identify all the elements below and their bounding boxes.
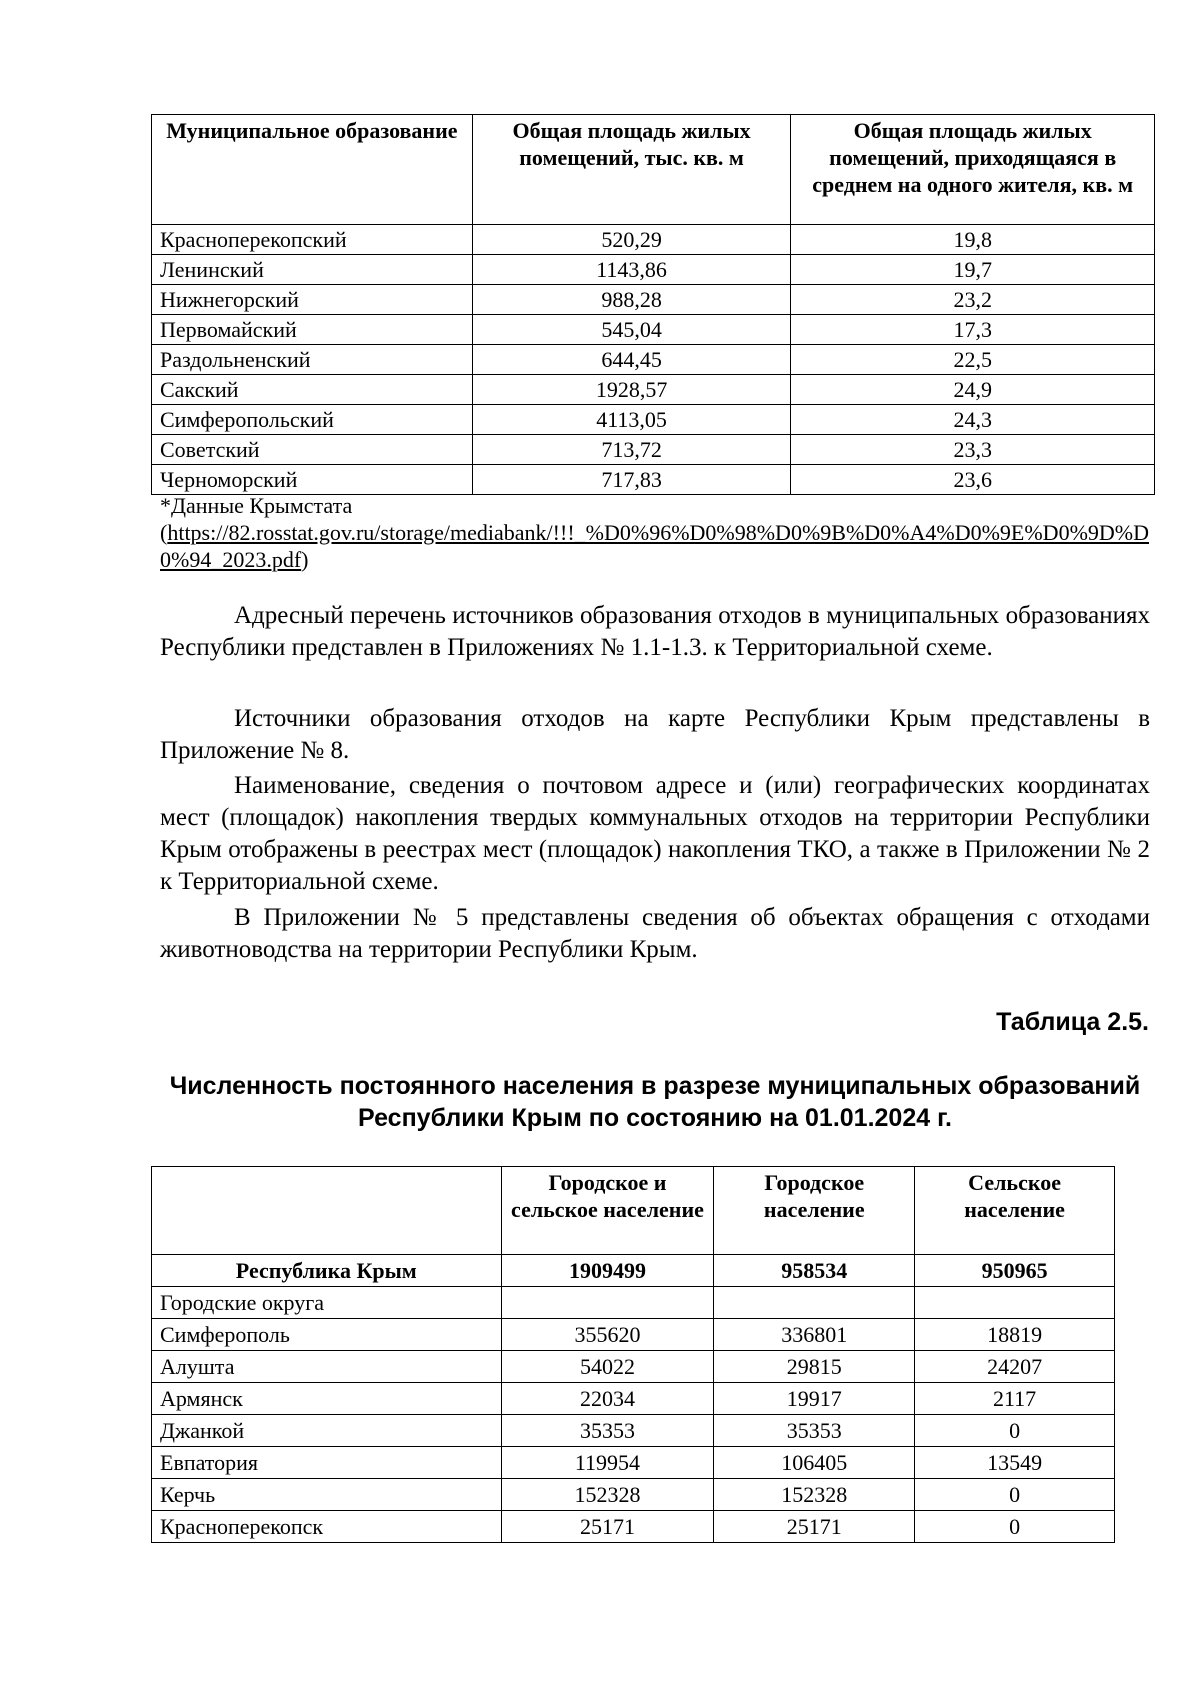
source-link[interactable]: https://82.rosstat.gov.ru/storage/mediabank/!!!_%D0%96%D0%98%D0%9B%D0%A4%D0%9E%D0%9D%D0%94_2023.pdf: [160, 520, 1149, 572]
table-row: [152, 435, 1155, 465]
paragraph-text: Адресный перечень источников образования отходов в муниципальных образованиях Республики представлен в Приложениях № 1.1-1.3. к Территориальной схеме.: [160, 602, 1150, 661]
table-row: [152, 225, 1155, 255]
cell-rural-population: 2117: [915, 1383, 1115, 1415]
paragraph: [160, 902, 1150, 966]
source-note-link-line: [160, 519, 1150, 573]
table-row: [152, 345, 1155, 375]
cell-area-per-resident: 19,7: [791, 255, 1155, 285]
cell-total-population: 1909499: [501, 1255, 714, 1287]
paragraph: [160, 703, 1150, 767]
cell-municipality: Нижнегорский: [152, 285, 473, 315]
table-row: [152, 375, 1155, 405]
cell-rural-population: 0: [915, 1479, 1115, 1511]
cell-total-population: 152328: [501, 1479, 714, 1511]
cell-total-area: 644,45: [472, 345, 791, 375]
cell-area-per-resident: 24,3: [791, 405, 1155, 435]
table-row: [152, 1447, 1115, 1479]
cell-municipality: Ленинский: [152, 255, 473, 285]
cell-region: Красноперекопск: [152, 1511, 502, 1543]
cell-total-population: 54022: [501, 1351, 714, 1383]
cell-total-population: [501, 1287, 714, 1319]
cell-urban-population: 336801: [714, 1319, 915, 1351]
cell-total-population: 25171: [501, 1511, 714, 1543]
cell-total-area: 713,72: [472, 435, 791, 465]
column-header: Городское и сельское население: [501, 1167, 714, 1255]
cell-urban-population: 25171: [714, 1511, 915, 1543]
cell-urban-population: 106405: [714, 1447, 915, 1479]
cell-rural-population: 13549: [915, 1447, 1115, 1479]
cell-municipality: Симферопольский: [152, 405, 473, 435]
column-header: Муниципальное образование: [152, 115, 473, 225]
table-row: [152, 255, 1155, 285]
source-note: [160, 492, 1150, 573]
cell-urban-population: 29815: [714, 1351, 915, 1383]
column-header: [152, 1167, 502, 1255]
cell-rural-population: 24207: [915, 1351, 1115, 1383]
cell-total-area: 520,29: [472, 225, 791, 255]
column-header: Городское население: [714, 1167, 915, 1255]
source-note-label: *Данные Крымстата: [160, 493, 353, 518]
cell-municipality: Советский: [152, 435, 473, 465]
table-total-row: [152, 1255, 1115, 1287]
table-title: Численность постоянного населения в разрезе муниципальных образований Республики Крым по состоянию на 01.01.2024 г.: [169, 1072, 1141, 1132]
table-row: [152, 465, 1155, 495]
table-header-row: [152, 115, 1155, 225]
table-row: [152, 1319, 1115, 1351]
table-row: [152, 1511, 1115, 1543]
cell-municipality: Сакский: [152, 375, 473, 405]
cell-rural-population: 950965: [915, 1255, 1115, 1287]
table-row: [152, 1383, 1115, 1415]
cell-municipality: Раздольненский: [152, 345, 473, 375]
cell-region: Керчь: [152, 1479, 502, 1511]
table-row: [152, 285, 1155, 315]
cell-total-population: 355620: [501, 1319, 714, 1351]
table-row: [152, 1287, 1115, 1319]
cell-total-area: 717,83: [472, 465, 791, 495]
cell-area-per-resident: 19,8: [791, 225, 1155, 255]
cell-area-per-resident: 24,9: [791, 375, 1155, 405]
cell-total-area: 988,28: [472, 285, 791, 315]
table-header-row: [152, 1167, 1115, 1255]
paragraph: [160, 770, 1150, 898]
cell-region: Республика Крым: [152, 1255, 502, 1287]
cell-region: Алушта: [152, 1351, 502, 1383]
cell-urban-population: 152328: [714, 1479, 915, 1511]
cell-total-population: 119954: [501, 1447, 714, 1479]
table-row: [152, 1415, 1115, 1447]
cell-rural-population: [915, 1287, 1115, 1319]
cell-urban-population: 35353: [714, 1415, 915, 1447]
cell-municipality: Первомайский: [152, 315, 473, 345]
column-header: Общая площадь жилых помещений, тыс. кв. м: [472, 115, 791, 225]
cell-total-area: 4113,05: [472, 405, 791, 435]
cell-region: Джанкой: [152, 1415, 502, 1447]
cell-rural-population: 0: [915, 1415, 1115, 1447]
column-header: Сельское население: [915, 1167, 1115, 1255]
cell-urban-population: [714, 1287, 915, 1319]
cell-area-per-resident: 23,2: [791, 285, 1155, 315]
table-row: [152, 405, 1155, 435]
cell-area-per-resident: 22,5: [791, 345, 1155, 375]
population-table: [151, 1166, 1115, 1543]
table-row: [152, 1479, 1115, 1511]
table-number-label: Таблица 2.5.: [996, 1008, 1149, 1036]
cell-municipality: Красноперекопский: [152, 225, 473, 255]
paragraph: [160, 600, 1150, 664]
cell-rural-population: 18819: [915, 1319, 1115, 1351]
paragraph-text: Наименование, сведения о почтовом адресе и (или) географических координатах мест (площадок) накопления твердых коммунальных отходов на территории Республики Крым отображены в реестрах мест (площадок) накопления ТКО, а также в Приложении № 2 к Территориальной схеме.: [160, 772, 1150, 895]
table-row: [152, 315, 1155, 345]
paragraph-text: Источники образования отходов на карте Республики Крым представлены в Приложение № 8.: [160, 705, 1150, 764]
cell-municipality: Черноморский: [152, 465, 473, 495]
cell-total-area: 1143,86: [472, 255, 791, 285]
cell-total-population: 35353: [501, 1415, 714, 1447]
cell-area-per-resident: 23,6: [791, 465, 1155, 495]
table-row: [152, 1351, 1115, 1383]
housing-area-table: [151, 114, 1155, 495]
cell-total-area: 545,04: [472, 315, 791, 345]
cell-area-per-resident: 23,3: [791, 435, 1155, 465]
cell-total-population: 22034: [501, 1383, 714, 1415]
cell-total-area: 1928,57: [472, 375, 791, 405]
cell-area-per-resident: 17,3: [791, 315, 1155, 345]
column-header: Общая площадь жилых помещений, приходящаяся в среднем на одного жителя, кв. м: [791, 115, 1155, 225]
cell-region: Симферополь: [152, 1319, 502, 1351]
paragraph-text: В Приложении № 5 представлены сведения об объектах обращения с отходами животноводства на территории Республики Крым.: [160, 904, 1150, 963]
cell-urban-population: 19917: [714, 1383, 915, 1415]
cell-region: Армянск: [152, 1383, 502, 1415]
cell-region: Евпатория: [152, 1447, 502, 1479]
cell-rural-population: 0: [915, 1511, 1115, 1543]
paren-close: ): [301, 547, 309, 572]
cell-urban-population: 958534: [714, 1255, 915, 1287]
paren-open: (: [160, 520, 168, 545]
cell-region: Городские округа: [152, 1287, 502, 1319]
